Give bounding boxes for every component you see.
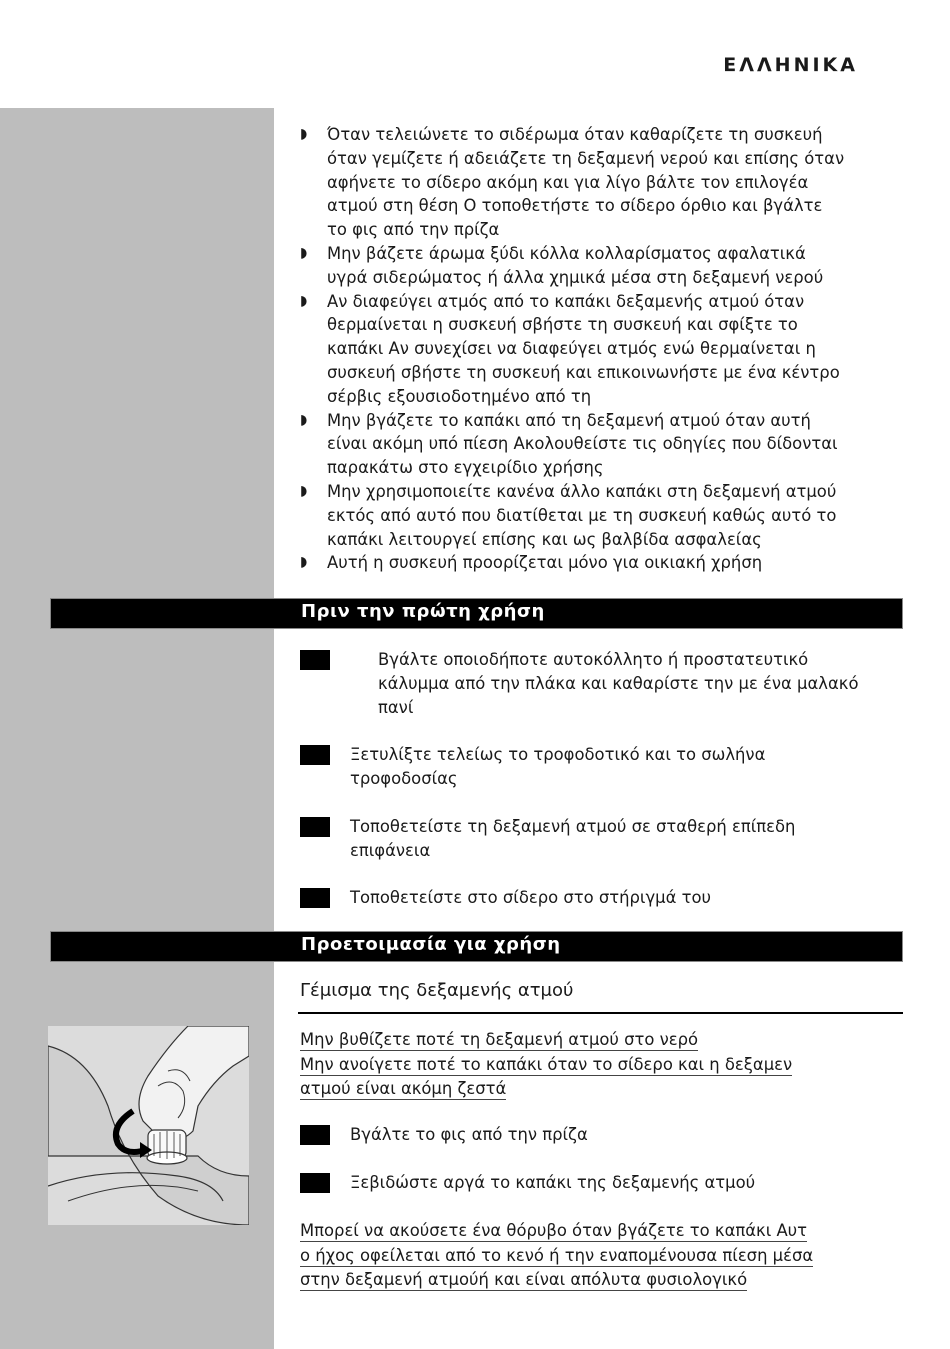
step-text: Τοποθετείστε τη δεξαμενή ατμού σε σταθερή επίπεδη επιφάνεια xyxy=(350,817,796,860)
triangle-bullet-icon: ◗ xyxy=(300,292,308,309)
bullet-item: ◗ Αυτή η συσκευή προορίζεται μόνο για οικιακή χρήση xyxy=(300,551,915,575)
unscrew-cap-illustration xyxy=(48,1026,249,1225)
triangle-bullet-icon: ◗ xyxy=(300,126,308,142)
bullet-item: ◗ Μην βγάζετε το καπάκι από τη δεξαμενή ατμού όταν αυτή είναι ακόμη υπό πίεση Ακολουθείστε τις οδηγίες που δίδονται παρακάτω στο εγχειρίδιο χρήσης xyxy=(300,410,838,478)
step-marker-icon xyxy=(300,1173,330,1193)
step-marker-icon xyxy=(300,650,330,670)
section-title: Προετοιμασία για χρήση xyxy=(301,934,561,955)
safety-bullet-list xyxy=(300,123,915,575)
step-marker-icon xyxy=(300,888,330,908)
subheading-filling-steam-tank: Γέμισμα της δεξαμενής ατμού xyxy=(300,980,574,1001)
triangle-bullet-icon: ◗ xyxy=(300,411,308,428)
triangle-bullet-icon: ◗ xyxy=(300,482,308,499)
subheading-rule xyxy=(298,1012,903,1014)
step-text: Ξεβιδώστε αργά το καπάκι της δεξαμενής ατμού xyxy=(350,1173,756,1192)
warning-text: Μην βυθίζετε ποτέ τη δεξαμενή ατμού στο νερό Μην ανοίγετε ποτέ το καπάκι όταν το σίδερο και η δεξαμεν ατμού είναι ακόμη ζεστά xyxy=(300,1030,793,1098)
section-title: Πριν την πρώτη χρήση xyxy=(301,601,545,622)
step-text: Ξετυλίξτε τελείως το τροφοδοτικό και το σωλήνα τροφοδοσίας xyxy=(350,745,766,788)
step-text: Βγάλτε οποιοδήποτε αυτοκόλλητο ή προστατευτικό κάλυμμα από την πλάκα και καθαρίστε την με ένα μαλακό πανί xyxy=(378,650,859,717)
step-text: Βγάλτε το φις από την πρίζα xyxy=(350,1125,588,1144)
note-text: Μπορεί να ακούσετε ένα θόρυβο όταν βγάζετε το καπάκι Αυτ ο ήχος οφείλεται από το κενό ή την εναπομένουσα πίεση μέσα στην δεξαμενή ατμούή και είναι απόλυτα φυσιολογικό xyxy=(300,1221,814,1289)
bullet-item: ◗ Μην βάζετε άρωμα ξύδι κόλλα κολλαρίσματος αφαλατικά υγρά σιδερώματος ή άλλα χημικά μέσα στη δεξαμενή νερού xyxy=(300,243,824,287)
language-header: ΕΛΛΗΝΙΚΑ xyxy=(723,54,858,76)
bullet-item: ◗ Αν διαφεύγει ατμός από το καπάκι δεξαμενής ατμού όταν θερμαίνεται η συσκευή σβήστε τη συσκευή και σφίξτε το καπάκι Αν συνεχίσει να διαφεύγει ατμός ενώ θερμαίνεται η συσκευή σβήστε τη συσκευή και επικοινωνήστε με ένα κέντρο σέρβις εξουσιοδοτημένο από τη xyxy=(300,291,840,406)
step-marker-icon xyxy=(300,745,330,765)
bullet-item: ◗ Μην χρησιμοποιείτε κανένα άλλο καπάκι στη δεξαμενή ατμού εκτός από αυτό που διατίθεται με τη συσκευή καθώς αυτό το καπάκι λειτουργεί επίσης και ως βαλβίδα ασφαλείας xyxy=(300,481,837,549)
triangle-bullet-icon: ◗ xyxy=(300,244,308,261)
bullet-item: ◗ Όταν τελειώνετε το σιδέρωμα όταν καθαρίζετε τη συσκευή όταν γεμίζετε ή αδειάζετε τη δεξαμενή νερού και επίσης όταν αφήνετε το σίδερο ακόμη και για λίγο βάλτε τον επιλογέα ατμού στη θέση O τοποθετήστε το σίδερο όρθιο και βγάλτε το φις από την πρίζα xyxy=(300,125,845,240)
section-header-before-first-use xyxy=(50,598,903,629)
section-header-preparation xyxy=(50,931,903,962)
step-marker-icon xyxy=(300,817,330,837)
step-marker-icon xyxy=(300,1125,330,1145)
triangle-bullet-icon: ◗ xyxy=(300,554,308,571)
step-text: Τοποθετείστε στο σίδερο στο στήριγμά του xyxy=(350,888,711,907)
